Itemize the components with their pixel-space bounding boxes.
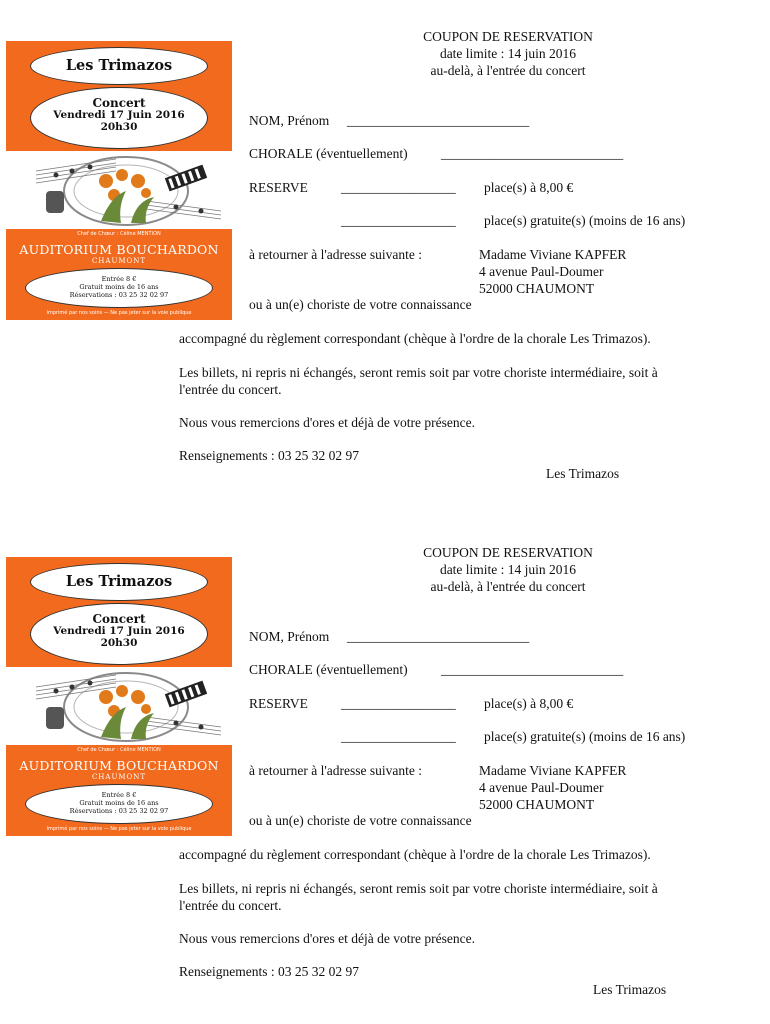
reserve-label: RESERVE — [249, 180, 308, 195]
poster-title: Les Trimazos — [30, 47, 208, 85]
reserve-blank-paid: _________________ — [341, 696, 456, 711]
poster-info-oval — [25, 784, 213, 824]
info-phone: Renseignements : 03 25 32 02 97 — [179, 448, 359, 463]
coupon-header — [388, 544, 628, 595]
signature: Les Trimazos — [546, 466, 620, 481]
poster-free: Gratuit moins de 16 ans — [79, 283, 159, 291]
poster-date: Vendredi 17 Juin 2016 — [53, 625, 185, 637]
reserve-free-text: place(s) gratuite(s) (moins de 16 ans) — [484, 729, 686, 744]
poster-date: Vendredi 17 Juin 2016 — [53, 109, 185, 121]
choir-label: CHORALE (éventuellement) — [249, 146, 408, 161]
payment-note: accompagné du règlement correspondant (chèque à l'ordre de la chorale Les Trimazos). — [179, 847, 651, 862]
choir-label: CHORALE (éventuellement) — [249, 662, 408, 677]
late-notice: au-delà, à l'entrée du concert — [430, 579, 586, 594]
poster-reservations: Réservations : 03 25 32 02 97 — [69, 807, 169, 815]
poster-time: 20h30 — [100, 121, 138, 133]
coupon-header — [388, 28, 628, 79]
name-label: NOM, Prénom — [249, 629, 330, 644]
tickets-note-line2: l'entrée du concert. — [179, 382, 282, 397]
signature: Les Trimazos — [593, 982, 667, 997]
coupon-title: COUPON DE RESERVATION — [423, 29, 593, 44]
reserve-label: RESERVE — [249, 696, 308, 711]
late-notice: au-delà, à l'entrée du concert — [430, 63, 586, 78]
choir-blank: ___________________________ — [441, 662, 624, 677]
poster-concert-oval — [30, 87, 208, 149]
name-blank: ___________________________ — [347, 629, 530, 644]
poster-title: Les Trimazos — [30, 563, 208, 601]
reserve-blank-free: _________________ — [341, 729, 456, 744]
poster-credit: Chef de Chœur : Céline MENTION — [77, 747, 161, 753]
concert-poster — [6, 41, 232, 320]
poster-entry: Entrée 8 € — [101, 791, 137, 799]
poster-time: 20h30 — [100, 637, 138, 649]
poster-footer: Imprimé par nos soins — Ne pas jeter sur la voie publique — [46, 310, 192, 316]
concert-poster — [6, 557, 232, 836]
coupon-2 — [0, 516, 770, 1016]
info-phone: Renseignements : 03 25 32 02 97 — [179, 964, 359, 979]
coupon-title: COUPON DE RESERVATION — [423, 545, 593, 560]
poster-free: Gratuit moins de 16 ans — [79, 799, 159, 807]
or-choir-member: ou à un(e) choriste de votre connaissance — [249, 297, 472, 312]
coupon-1 — [0, 0, 770, 500]
music-artwork-image — [6, 151, 232, 229]
reserve-paid-text: place(s) à 8,00 € — [484, 180, 574, 195]
or-choir-member: ou à un(e) choriste de votre connaissance — [249, 813, 472, 828]
thanks-note: Nous vous remercions d'ores et déjà de votre présence. — [179, 415, 475, 430]
poster-city: CHAUMONT — [91, 773, 147, 781]
reserve-paid-text: place(s) à 8,00 € — [484, 696, 574, 711]
address-street: 4 avenue Paul-Doumer — [479, 780, 604, 795]
poster-concert-oval — [30, 603, 208, 665]
return-label: à retourner à l'adresse suivante : — [249, 247, 422, 262]
poster-footer: Imprimé par nos soins — Ne pas jeter sur la voie publique — [46, 826, 192, 832]
tickets-note-line1: Les billets, ni repris ni échangés, seront remis soit par votre choriste intermédiaire, soit à — [179, 881, 658, 896]
poster-city: CHAUMONT — [91, 257, 147, 265]
music-artwork-image — [6, 667, 232, 745]
tickets-note-line2: l'entrée du concert. — [179, 898, 282, 913]
address-name: Madame Viviane KAPFER — [479, 247, 627, 262]
address-street: 4 avenue Paul-Doumer — [479, 264, 604, 279]
reserve-free-text: place(s) gratuite(s) (moins de 16 ans) — [484, 213, 686, 228]
poster-reservations: Réservations : 03 25 32 02 97 — [69, 291, 169, 299]
reserve-blank-free: _________________ — [341, 213, 456, 228]
poster-entry: Entrée 8 € — [101, 275, 137, 283]
name-blank: ___________________________ — [347, 113, 530, 128]
address-city: 52000 CHAUMONT — [479, 281, 595, 296]
name-label: NOM, Prénom — [249, 113, 330, 128]
thanks-note: Nous vous remercions d'ores et déjà de votre présence. — [179, 931, 475, 946]
address-city: 52000 CHAUMONT — [479, 797, 595, 812]
return-label: à retourner à l'adresse suivante : — [249, 763, 422, 778]
poster-event: Concert — [92, 612, 146, 626]
reserve-blank-paid: _________________ — [341, 180, 456, 195]
address-name: Madame Viviane KAPFER — [479, 763, 627, 778]
tickets-note-line1: Les billets, ni repris ni échangés, seront remis soit par votre choriste intermédiaire, soit à — [179, 365, 658, 380]
poster-venue: AUDITORIUM BOUCHARDON — [19, 758, 219, 773]
poster-info-oval — [25, 268, 213, 308]
poster-venue: AUDITORIUM BOUCHARDON — [19, 242, 219, 257]
choir-blank: ___________________________ — [441, 146, 624, 161]
payment-note: accompagné du règlement correspondant (chèque à l'ordre de la chorale Les Trimazos). — [179, 331, 651, 346]
poster-credit: Chef de Chœur : Céline MENTION — [77, 231, 161, 237]
poster-event: Concert — [92, 96, 146, 110]
deadline: date limite : 14 juin 2016 — [439, 562, 577, 577]
deadline: date limite : 14 juin 2016 — [439, 46, 577, 61]
